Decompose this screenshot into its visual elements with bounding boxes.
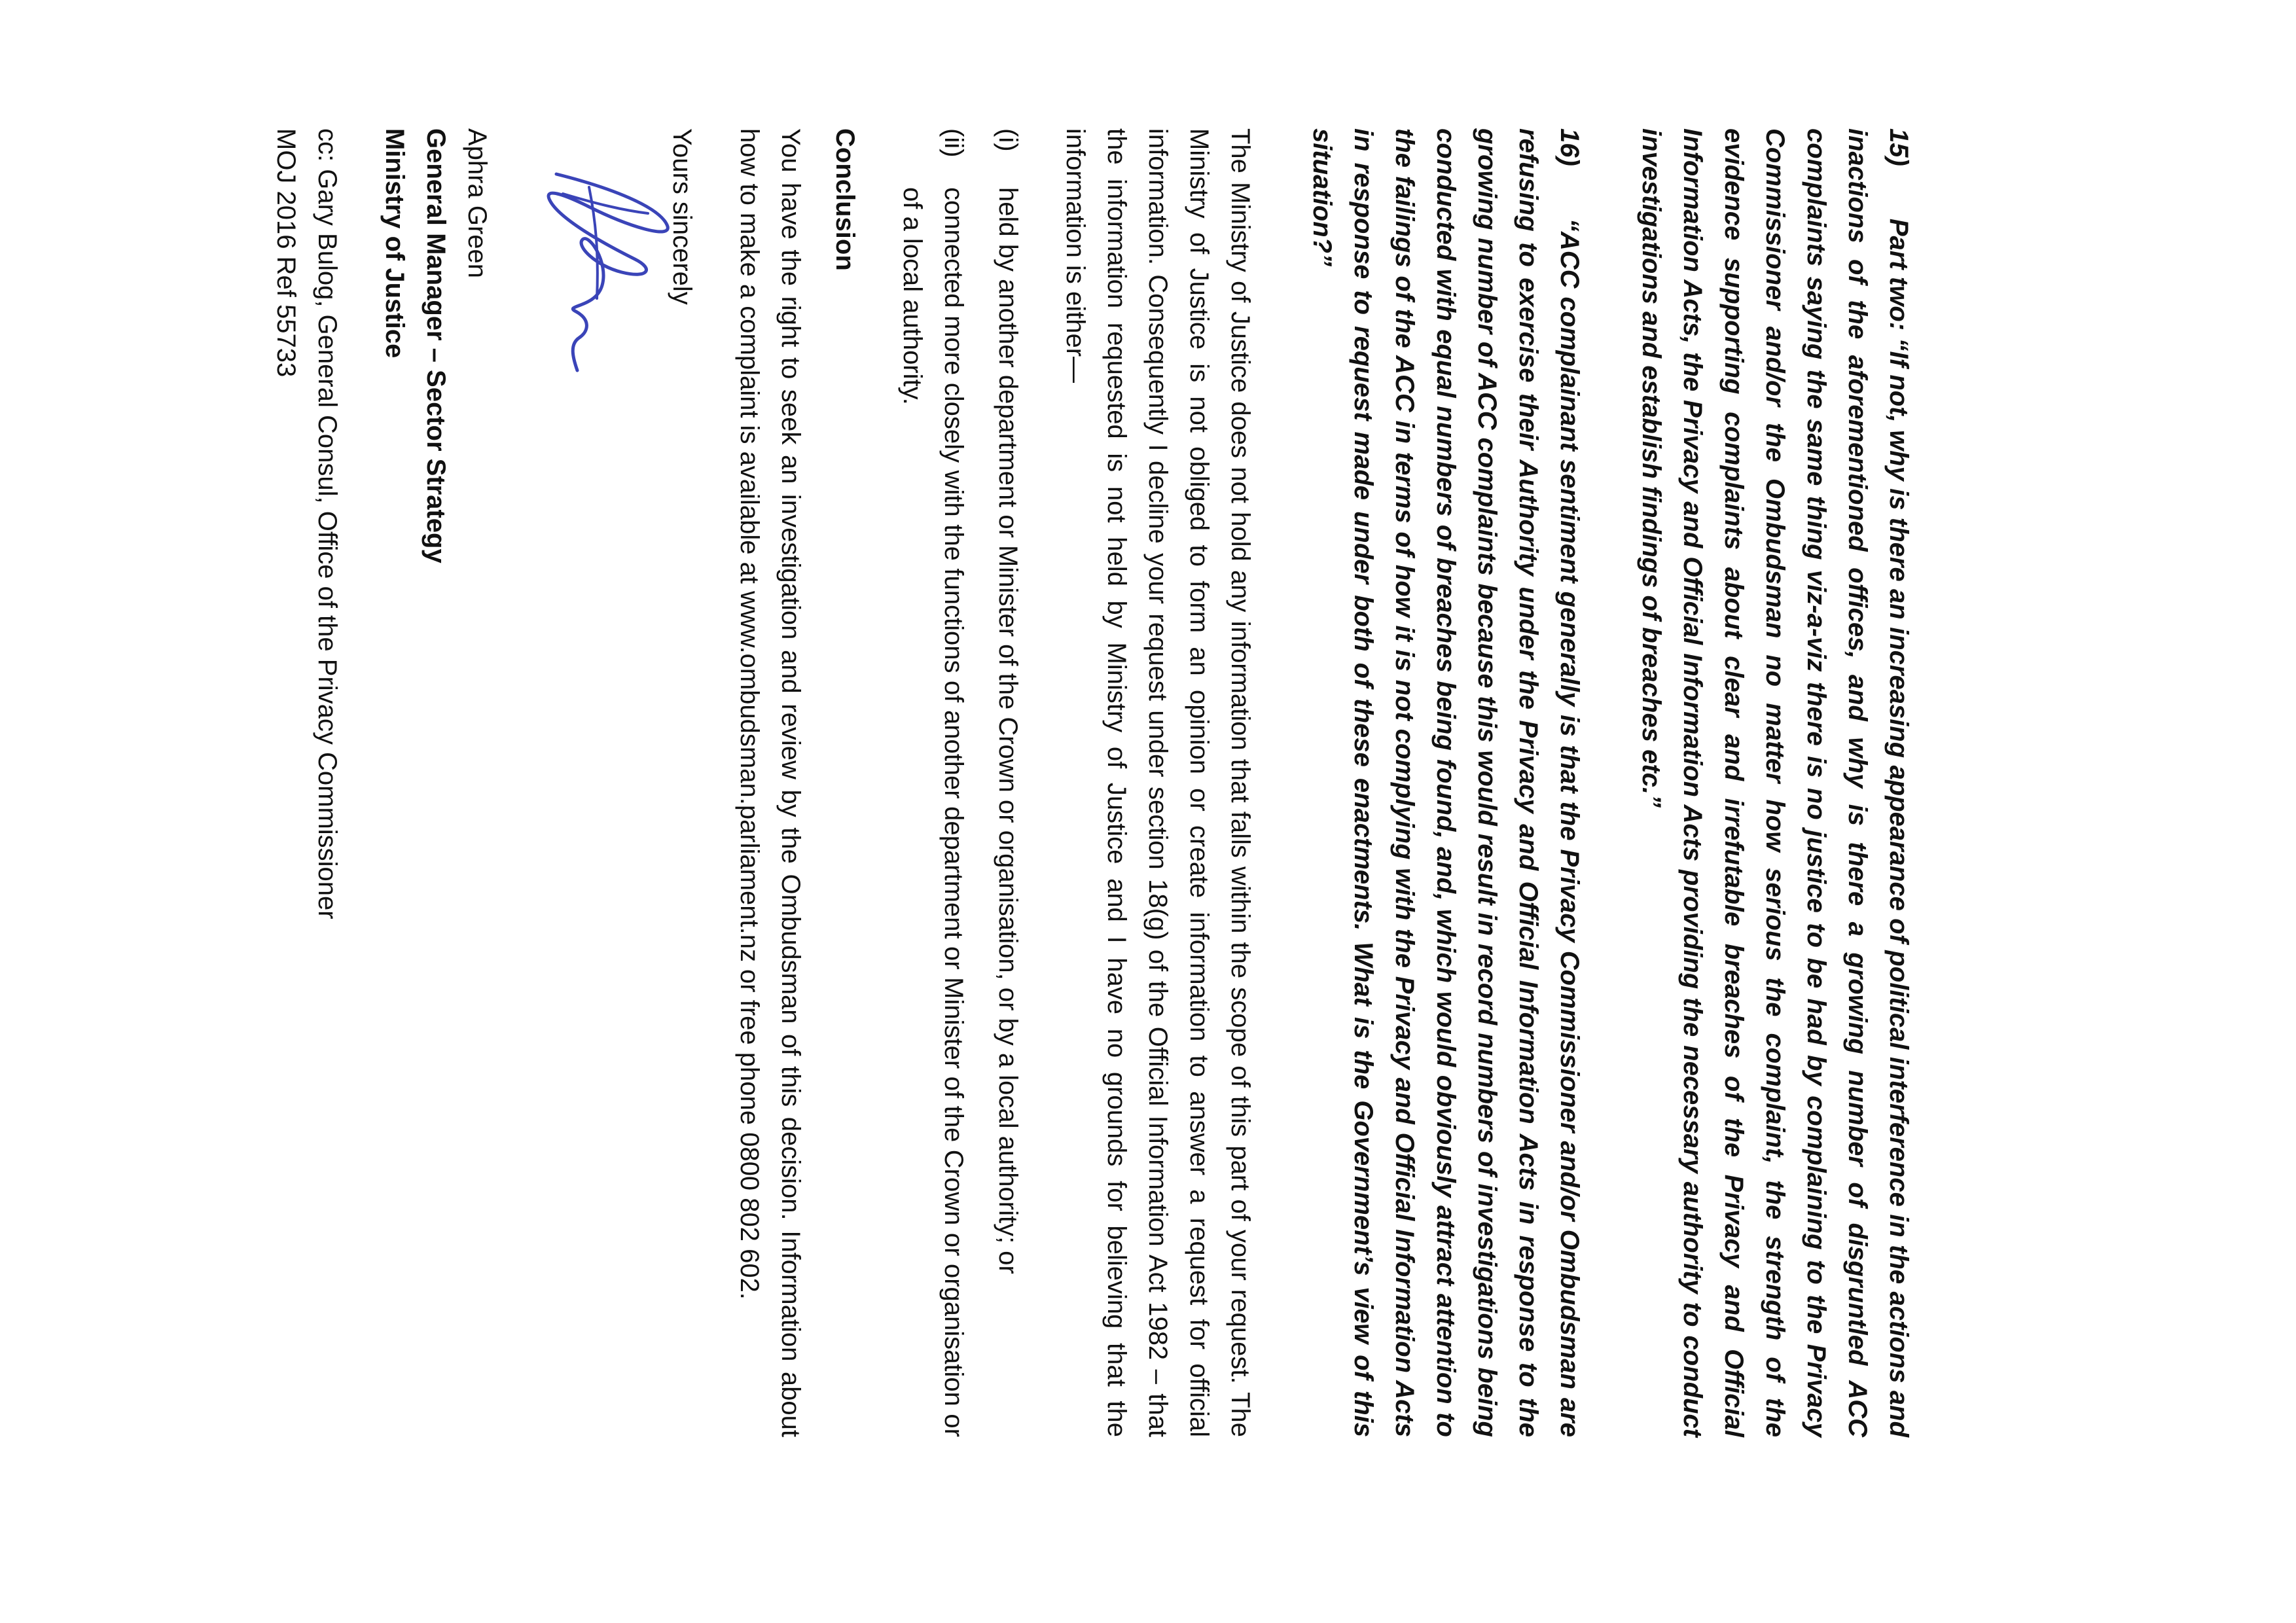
list-text-ii: connected more closely with the functions of another department or Minister of the Crown or organisation or of a local authority.: [898, 187, 968, 1437]
reference-number: MOJ 2016 Ref 55733: [272, 128, 300, 378]
paragraph-16: [1301, 128, 1590, 1437]
handwritten-signature: [517, 148, 687, 383]
signer-organisation: Ministry of Justice: [380, 128, 409, 359]
closing-salutation: Yours sincerely: [668, 128, 696, 305]
signer-name: Aphra Green: [463, 128, 492, 279]
signer-title: General Manager – Sector Strategy: [422, 128, 450, 563]
cc-line: cc: Gary Bulog, General Consul, Office of the Privacy Commissioner: [313, 128, 342, 919]
conclusion-heading: Conclusion: [831, 128, 859, 271]
paragraph-16-text: “ACC complainant sentiment generally is that the Privacy Commissioner and/or Ombudsman are refusing to exercise their Authority under the Privacy and Official Information Acts in response to the growing number of ACC complaints because this would result in record numbers of investigations being conducted with equal numbers of breaches being found, and, which would obviously attract attention to the failings of the ACC in terms of how it is not complying with the Privacy and Official Information Acts in response to request made under both of these enactments. What is the Government’s view of this situation?”: [1308, 128, 1584, 1437]
list-marker-ii: (ii): [939, 128, 968, 158]
paragraph-15-text: Part two: “If not, why is there an increasing appearance of political interference in the actions and inactions of the aforementioned offices, and why is there a growing number of disgruntled ACC complaints saying the same thing viz-a-viz there is no justice to be had by complaining to the Privacy Commissioner and/or the Ombudsman no matter how serious the complaint, the strength of the evidence supporting complaints about clear and irrefutable breaches of the Privacy and Official Information Acts, the Privacy and Official Information Acts providing the necessary authority to conduct investigations and establish findings of breaches etc.”: [1637, 128, 1913, 1437]
list-item-i: [987, 128, 1028, 1437]
paragraph-15: [1630, 128, 1919, 1437]
list-item-ii: [891, 128, 974, 1437]
letter-body: [265, 128, 1919, 1437]
list-marker-i: (i): [994, 128, 1022, 152]
paragraph-16-number: 16): [1555, 128, 1584, 166]
paragraph-15-number: 15): [1884, 128, 1913, 166]
response-paragraph: The Ministry of Justice does not hold any information that falls within the scope of this part of your request. The Ministry of Justice is not obliged to form an opinion or create information to answer a request for official information. Consequently I decline your request under section 18(g) of the Official Information Act 1982 – that the information requested is not held by Ministry of Justice and I have no grounds for believing that the information is either—: [1061, 128, 1255, 1437]
conclusion-text: You have the right to seek an investigation and review by the Ombudsman of this decision. Information about how to make a complaint is available at www.ombudsman.parliament.nz or free phone 0800 802 602.: [735, 128, 805, 1437]
list-text-i: held by another department or Minister of the Crown or organisation, or by a local authority; or: [994, 187, 1022, 1274]
signature-area: [497, 128, 661, 1437]
